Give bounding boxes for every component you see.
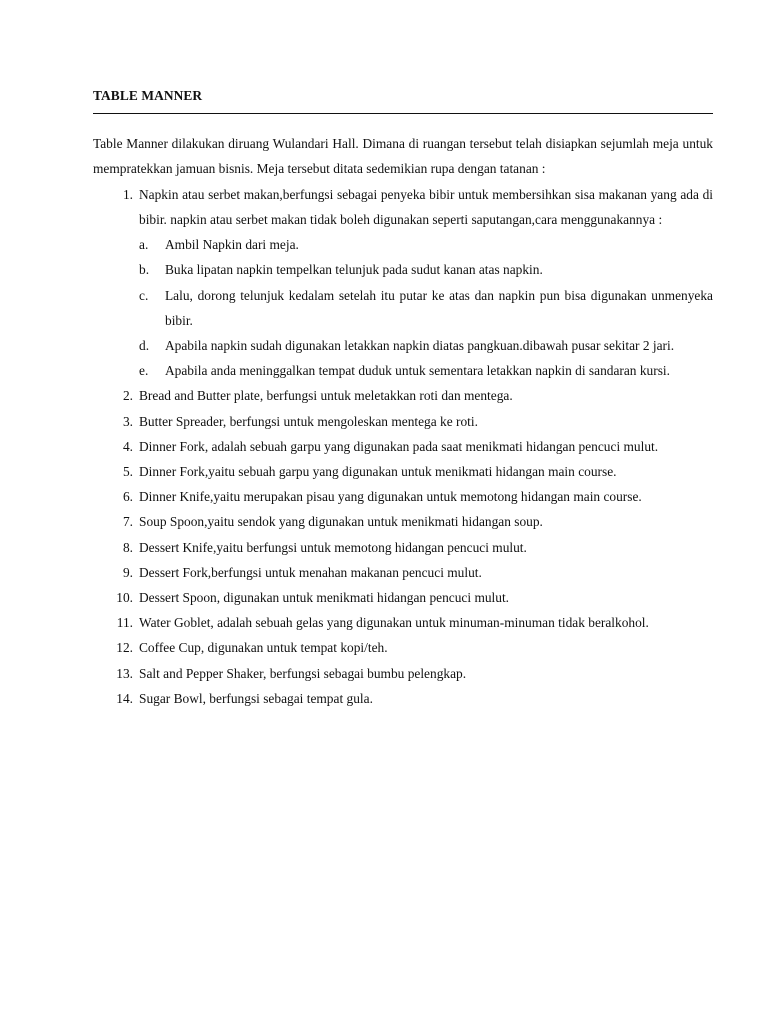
page-title: TABLE MANNER: [93, 88, 203, 103]
list-item-number: 8.: [122, 539, 133, 555]
list-item-text: Dessert Spoon, digunakan untuk menikmati hidangan pencuci mulut.: [139, 590, 510, 606]
sub-item-letter: e.: [139, 363, 149, 379]
list-item: [93, 409, 713, 434]
list-item-text: Soup Spoon,yaitu sendok yang digunakan untuk menikmati hidangan soup.: [139, 514, 543, 530]
sub-item-text: Apabila napkin sudah digunakan letakkan napkin diatas pangkuan.dibawah pusar sekitar 2 jari.: [165, 338, 675, 354]
napkin-steps-list: [139, 232, 713, 383]
list-item: [93, 635, 713, 660]
sub-item-letter: b.: [139, 262, 150, 278]
sub-item-text: Apabila anda meninggalkan tempat duduk untuk sementara letakkan napkin di sandaran kursi.: [165, 363, 670, 379]
list-item-number: 9.: [122, 564, 133, 580]
list-item-text: Bread and Butter plate, berfungsi untuk meletakkan roti dan mentega.: [139, 388, 513, 404]
list-item-text: Dinner Knife,yaitu merupakan pisau yang digunakan untuk memotong hidangan main course.: [139, 489, 642, 505]
document-page: [93, 86, 713, 711]
sub-list-item: [139, 257, 713, 282]
list-item-number: 1.: [122, 186, 133, 202]
list-item-text: Dinner Fork,yaitu sebuah garpu yang digunakan untuk menikmati hidangan main course.: [139, 464, 617, 480]
list-item-number: 10.: [116, 590, 133, 606]
sub-item-text: Lalu, dorong telunjuk kedalam setelah itu putar ke atas dan napkin pun bisa digunakan unmenyeka bibir.: [165, 287, 713, 328]
list-item-number: 3.: [122, 413, 133, 429]
list-item-number: 7.: [122, 514, 133, 530]
list-item-number: 13.: [116, 665, 133, 681]
sub-item-letter: a.: [139, 237, 149, 253]
list-item-text: Napkin atau serbet makan,berfungsi sebagai penyeka bibir untuk membersihkan sisa makanan yang ada di bibir. napkin atau serbet makan tidak boleh digunakan seperti saputangan,cara menggunakannya :: [139, 186, 713, 228]
list-item-text: Dessert Knife,yaitu berfungsi untuk memotong hidangan pencuci mulut.: [139, 539, 527, 555]
sub-list-item: [139, 283, 713, 333]
list-item: [93, 383, 713, 408]
list-item-text: Dinner Fork, adalah sebuah garpu yang digunakan pada saat menikmati hidangan pencuci mulut.: [139, 438, 659, 454]
list-item-number: 4.: [122, 438, 133, 454]
sub-item-text: Ambil Napkin dari meja.: [165, 237, 299, 253]
list-item: [93, 560, 713, 585]
sub-list-item: [139, 333, 713, 358]
list-item: [93, 484, 713, 509]
list-item-number: 6.: [122, 489, 133, 505]
list-item-number: 14.: [116, 690, 133, 706]
list-item-text: Coffee Cup, digunakan untuk tempat kopi/teh.: [139, 640, 388, 656]
list-item-text: Water Goblet, adalah sebuah gelas yang digunakan untuk minuman-minuman tidak beralkohol.: [139, 615, 649, 631]
list-item-number: 11.: [116, 615, 133, 631]
list-item-number: 5.: [122, 464, 133, 480]
sub-item-letter: c.: [139, 287, 149, 303]
list-item: [93, 661, 713, 686]
list-item: [93, 610, 713, 635]
list-item-text: Sugar Bowl, berfungsi sebagai tempat gula.: [139, 690, 373, 706]
list-item: [93, 585, 713, 610]
table-items-list: [93, 182, 713, 711]
sub-item-letter: d.: [139, 338, 150, 354]
list-item: [93, 535, 713, 560]
sub-item-text: Buka lipatan napkin tempelkan telunjuk pada sudut kanan atas napkin.: [165, 262, 543, 278]
list-item: [93, 686, 713, 711]
sub-list-item: [139, 358, 713, 383]
list-item: [93, 434, 713, 459]
list-item: [93, 182, 713, 384]
list-item-text: Butter Spreader, berfungsi untuk mengoleskan mentega ke roti.: [139, 413, 478, 429]
list-item: [93, 459, 713, 484]
intro-paragraph: Table Manner dilakukan diruang Wulandari Hall. Dimana di ruangan tersebut telah disiapkan sejumlah meja untuk mempratekkan jamuan bisnis. Meja tersebut ditata sedemikian rupa dengan tatanan :: [93, 136, 713, 177]
list-item-text: Dessert Fork,berfungsi untuk menahan makanan pencuci mulut.: [139, 564, 482, 580]
title-divider: [93, 113, 713, 114]
sub-list-item: [139, 232, 713, 257]
list-item: [93, 509, 713, 534]
list-item-number: 2.: [122, 388, 133, 404]
list-item-number: 12.: [116, 640, 133, 656]
list-item-text: Salt and Pepper Shaker, berfungsi sebagai bumbu pelengkap.: [139, 665, 467, 681]
